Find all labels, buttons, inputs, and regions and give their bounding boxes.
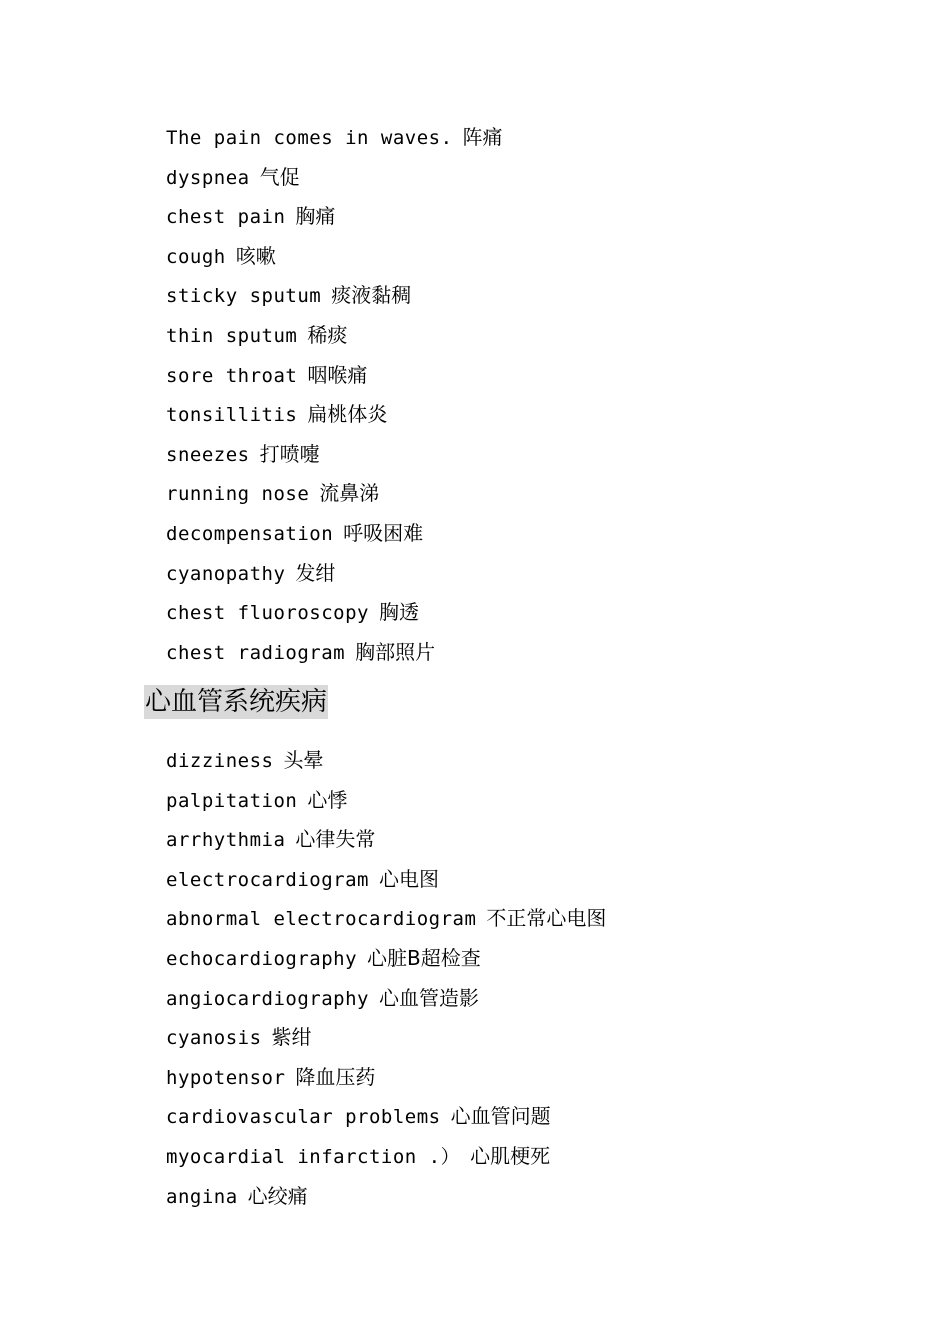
english-term: cardiovascular problems <box>166 1106 441 1129</box>
english-term: myocardial infarction .） <box>166 1145 461 1168</box>
chinese-term: 稀痰 <box>307 322 348 347</box>
english-term: cough <box>166 245 226 268</box>
term-entry <box>166 158 503 198</box>
english-term: cyanosis <box>166 1027 262 1050</box>
chinese-term: 降血压药 <box>295 1064 376 1089</box>
chinese-term: 气促 <box>259 164 300 189</box>
chinese-term: 流鼻涕 <box>319 481 380 506</box>
term-entry <box>166 899 606 939</box>
term-entry <box>166 118 503 158</box>
term-entry <box>166 979 606 1019</box>
english-term: running nose <box>166 483 310 506</box>
chinese-term: 心脏B超检查 <box>367 945 481 970</box>
term-entry <box>166 781 606 821</box>
english-term: arrhythmia <box>166 829 286 852</box>
term-entry <box>166 1097 606 1137</box>
english-term: abnormal electrocardiogram <box>166 908 477 931</box>
english-term: electrocardiogram <box>166 868 369 891</box>
term-entry <box>166 820 606 860</box>
chinese-term: 心血管问题 <box>450 1104 551 1129</box>
english-term: sore throat <box>166 364 298 387</box>
term-entry <box>166 237 503 277</box>
english-term: echocardiography <box>166 947 358 970</box>
term-entry <box>166 1018 606 1058</box>
chinese-term: 紫绀 <box>271 1025 312 1050</box>
term-entry <box>166 554 503 594</box>
english-term: tonsillitis <box>166 404 298 427</box>
english-term: angina <box>166 1185 238 1208</box>
chinese-term: 心血管造影 <box>378 985 479 1010</box>
term-entry <box>166 633 503 673</box>
respiratory-term-list <box>166 118 503 672</box>
english-term: dizziness <box>166 750 274 772</box>
term-entry <box>166 316 503 356</box>
chinese-term: 扁桃体炎 <box>307 402 388 427</box>
chinese-term: 心悸 <box>307 787 348 812</box>
english-term: sticky sputum <box>166 285 322 308</box>
chinese-term: 咳嗽 <box>235 243 276 268</box>
chinese-term: 咽喉痛 <box>307 362 368 387</box>
english-term: The pain comes in waves. <box>166 127 453 149</box>
term-entry <box>166 939 606 979</box>
term-entry <box>166 514 503 554</box>
chinese-term: 不正常心电图 <box>486 906 607 931</box>
english-term: thin sputum <box>166 324 298 347</box>
chinese-term: 呼吸困难 <box>343 520 424 545</box>
term-entry <box>166 395 503 435</box>
english-term: sneezes <box>166 443 250 466</box>
term-entry <box>166 474 503 514</box>
chinese-term: 心肌梗死 <box>470 1143 551 1168</box>
english-term: palpitation <box>166 789 298 812</box>
chinese-term: 胸部照片 <box>355 639 436 664</box>
chinese-term: 胸痛 <box>295 204 336 229</box>
term-entry <box>166 741 606 781</box>
english-term: cyanopathy <box>166 562 286 585</box>
section-heading-cardiovascular: 心血管系统疾病 <box>145 687 328 717</box>
cardiovascular-term-list <box>166 741 606 1216</box>
term-entry <box>166 860 606 900</box>
chinese-term: 发绀 <box>295 560 336 585</box>
term-entry <box>166 1137 606 1177</box>
english-term: dyspnea <box>166 166 250 189</box>
chinese-term: 心绞痛 <box>247 1183 308 1208</box>
term-entry <box>166 356 503 396</box>
chinese-term: 心电图 <box>378 866 439 891</box>
chinese-term: 胸透 <box>378 600 419 625</box>
term-entry <box>166 197 503 237</box>
chinese-term: 头晕 <box>283 748 324 772</box>
chinese-term: 心律失常 <box>295 827 376 852</box>
english-term: angiocardiography <box>166 987 369 1010</box>
english-term: chest fluoroscopy <box>166 602 369 625</box>
english-term: chest radiogram <box>166 641 346 664</box>
english-term: decompensation <box>166 522 334 545</box>
term-entry <box>166 1177 606 1217</box>
english-term: hypotensor <box>166 1066 286 1089</box>
chinese-term: 打喷嚏 <box>259 441 320 466</box>
term-entry <box>166 593 503 633</box>
term-entry <box>166 276 503 316</box>
english-term: chest pain <box>166 206 286 229</box>
chinese-term: 痰液黏稠 <box>331 283 412 308</box>
term-entry <box>166 1058 606 1098</box>
term-entry <box>166 435 503 475</box>
chinese-term: 阵痛 <box>462 125 503 149</box>
